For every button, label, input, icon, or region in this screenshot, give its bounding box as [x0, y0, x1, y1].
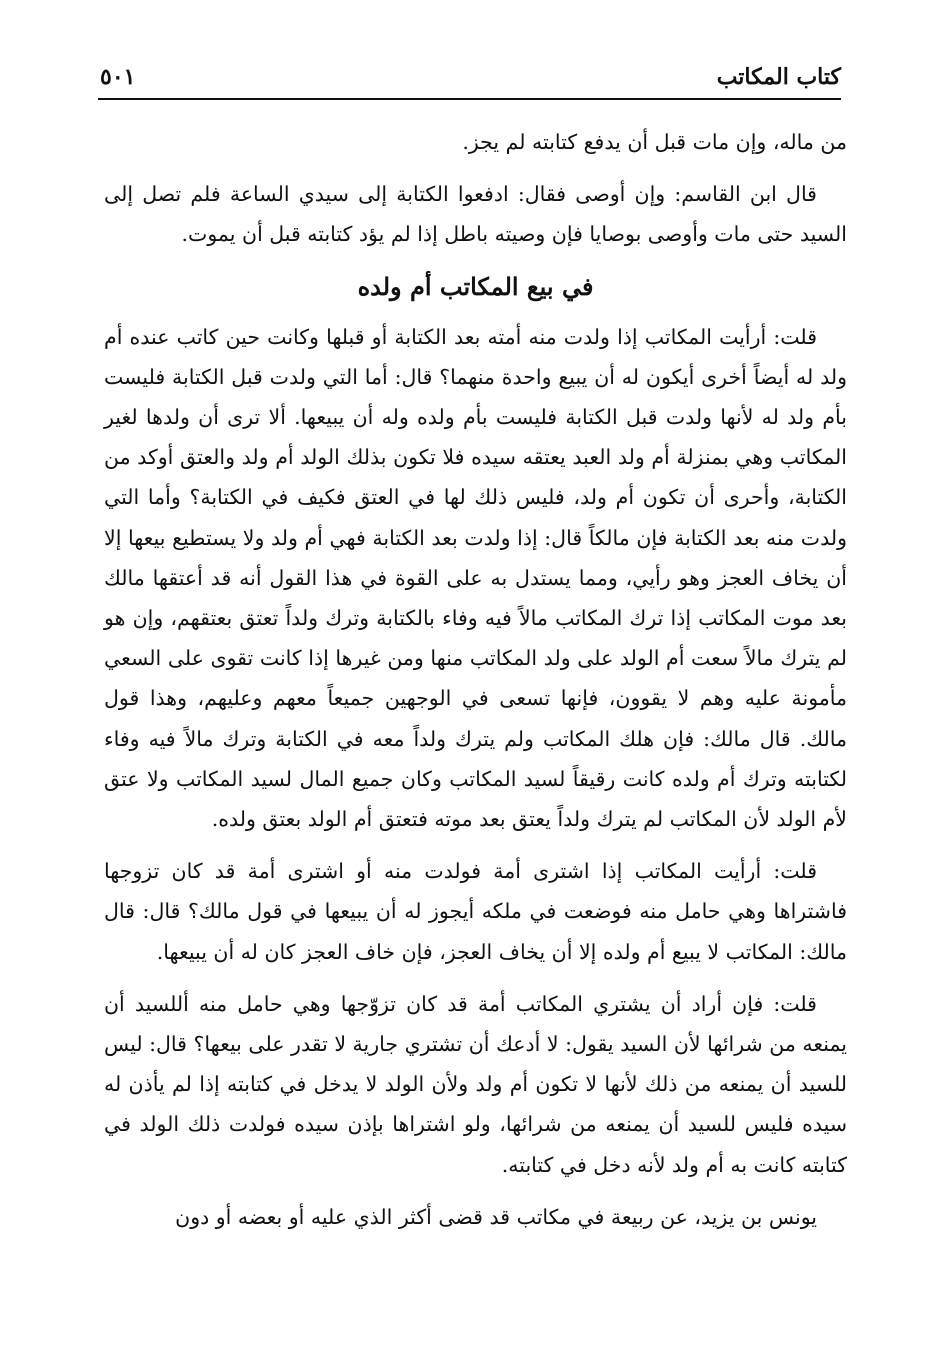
page-body — [104, 122, 847, 1249]
paragraph-continuation: من ماله، وإن مات قبل أن يدفع كتابته لم يجز. — [462, 130, 847, 154]
paragraph-question-2: قلت: أرأيت المكاتب إذا اشترى أمة فولدت منه أو اشترى أمة قد كان تزوجها فاشتراها وهي حامل منه فوضعت في ملكه أيجوز له أن يبيعها في قول مالك؟ قال: قال مالك: المكاتب لا يبيع أم ولده إلا أن يخاف العجز، فإن خاف العجز كان له أن يبيعها. — [104, 859, 847, 964]
paragraph-yunus: يونس بن يزيد، عن ربيعة في مكاتب قد قضى أكثر الذي عليه أو بعضه أو دون — [175, 1204, 817, 1229]
paragraph-ibn-al-qasim: قال ابن القاسم: وإن أوصى فقال: ادفعوا الكتابة إلى سيدي الساعة فلم تصل إلى السيد حتى مات وأوصى بوصايا فإن وصيته باطل إذا لم يؤد كتابته قبل أن يموت. — [104, 182, 847, 247]
page-header — [98, 62, 841, 100]
paragraph-question-3: قلت: فإن أراد أن يشتري المكاتب أمة قد كان تزوّجها وهي حامل منه أللسيد أن يمنعه من شرائها لأن السيد يقول: لا أدعك أن تشتري جارية لا تقدر على بيعها؟ قال: ليس للسيد أن يمنعه من ذلك لأنها لا تكون أم ولد ولأن الولد لا يدخل في كتابته إذا لم يأذن له سيده فليس للسيد أن يمنعه من شرائها، ولو اشتراها بإذن سيده فولدت ذلك الولد في كتابته كانت به أم ولد لأنه دخل في كتابته. — [104, 991, 847, 1177]
page-number: ٥٠١ — [100, 64, 136, 90]
paragraph-question-1: قلت: أرأيت المكاتب إذا ولدت منه أمته بعد الكتابة أو قبلها وكانت حين كاتب عنده أم ولد له أيضاً أخرى أيكون له أن يبيع واحدة منهما؟ قال: أما التي ولدت قبل الكتابة فليست بأم ولد له لأنها ولدت قبل الكتابة فليست بأم ولده وله أن يبيعها. ألا ترى أن ولدها لغير المكاتب وهي بمنزلة أم ولد العبد يعتقه سيده فلا تكون بذلك الولد أم ولد والعتق أوكد من الكتابة، وأحرى أن تكون أم ولد، فليس ذلك لها في العتق فكيف في الكتابة؟ وأما التي ولدت منه بعد الكتابة فإن مالكاً قال: إذا ولدت بعد الكتابة فهي أم ولد ولا يستطيع بيعها إلا أن يخاف العجز وهو رأيي، ومما يستدل به على القوة في هذا القول أنه قد أعتقها مالك بعد موت المكاتب إذا ترك المكاتب مالاً فيه وفاء بالكتابة وترك ولداً تعتق بعتقهم، وإن هو لم يترك مالاً سعت أم الولد على ولد المكاتب منها ومن غيرها إذا كانت تقوى على السعي مأمونة عليه وهم لا يقوون، فإنها تسعى في الوجهين جميعاً معهم وعليهم، وهذا قول مالك. قال مالك: فإن هلك المكاتب ولم يترك ولداً معه في الكتابة وترك مالاً فيه وفاء لكتابته وترك أم ولده كانت رقيقاً لسيد المكاتب وكان جميع المال لسيد المكاتب ولا عتق لأم الولد لأن المكاتب لم يترك ولداً يعتق بعد موته فتعتق أم الولد بعتق ولده. — [104, 324, 847, 832]
section-heading: في بيع المكاتب أم ولده — [357, 271, 594, 301]
running-title: كتاب المكاتب — [716, 64, 841, 90]
